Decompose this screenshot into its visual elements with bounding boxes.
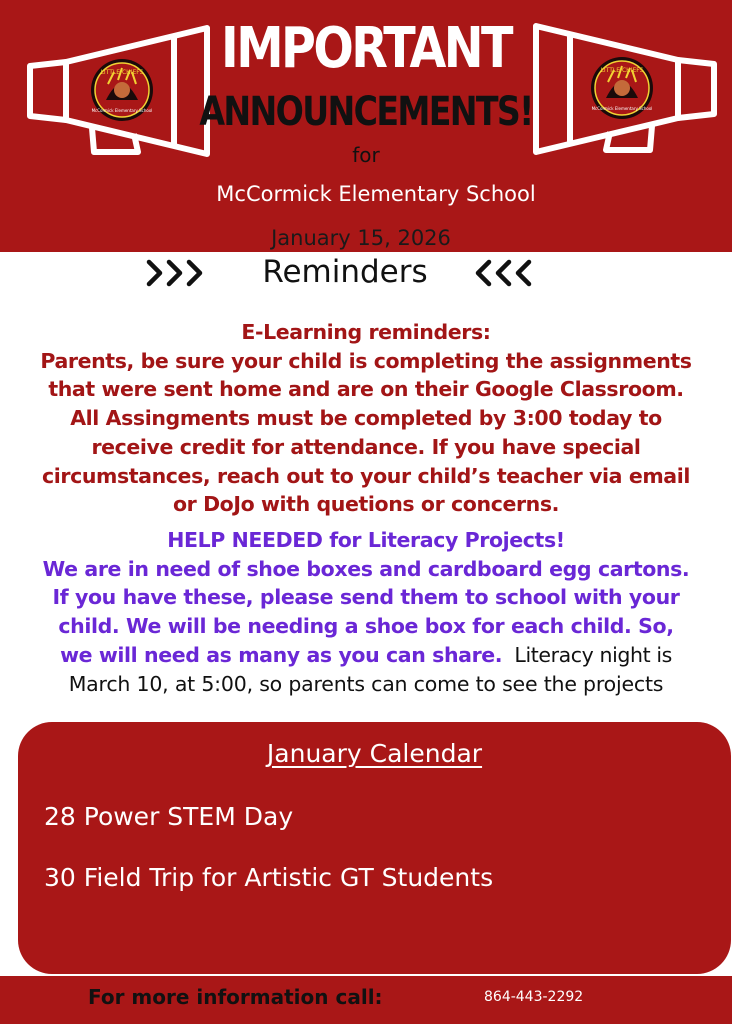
svg-text:LITTLE CHIEFS: LITTLE CHIEFS	[600, 67, 644, 74]
literacy-night-date: March 10, at 5:00, so parents can come to see the projects	[68, 671, 664, 696]
elearning-line: Parents, be sure your child is completing the assignments	[40, 348, 692, 373]
header-banner	[0, 0, 732, 252]
elearning-heading: E-Learning reminders:	[241, 320, 491, 344]
help-line-purple: we will need as many as you can share.	[60, 642, 503, 667]
calendar-item: 28 Power STEM Day	[44, 802, 294, 831]
elearning-line: that were sent home and are on their Google Classroom.	[48, 377, 684, 402]
reminders-title: Reminders	[262, 254, 428, 290]
help-line: If you have these, please send them to school with your	[52, 585, 680, 610]
announcement-date: January 15, 2026	[271, 226, 451, 250]
elearning-line: circumstances, reach out to your child’s teacher via email	[41, 463, 690, 488]
reminders-heading	[0, 252, 732, 292]
january-calendar-box	[18, 722, 731, 974]
elearning-reminder-text	[0, 318, 732, 519]
calendar-title: January Calendar	[266, 739, 483, 768]
footer-bar	[0, 976, 732, 1024]
chevrons-right-icon	[145, 258, 209, 288]
svg-text:LITTLE CHIEFS: LITTLE CHIEFS	[100, 69, 144, 76]
literacy-night-text: Literacy night is	[502, 642, 672, 667]
svg-text:McCormick Elementary School: McCormick Elementary School	[591, 106, 653, 111]
school-name: McCormick Elementary School	[216, 182, 536, 206]
title-announcements: ANNOUNCEMENTS!	[199, 89, 533, 135]
help-needed-text	[0, 526, 732, 698]
calendar-item: 30 Field Trip for Artistic GT Students	[44, 863, 494, 892]
footer-phone-number: 864-443-2292	[484, 989, 584, 1005]
elearning-line: or DoJo with quetions or concerns.	[172, 492, 560, 517]
svg-text:McCormick Elementary School: McCormick Elementary School	[91, 108, 153, 113]
help-line: We are in need of shoe boxes and cardboard egg cartons.	[42, 556, 690, 581]
footer-info-label: For more information call:	[88, 985, 383, 1009]
elearning-line: receive credit for attendance. If you have special	[91, 434, 641, 459]
elearning-line: All Assingments must be completed by 3:00 today to	[70, 406, 662, 431]
title-important: IMPORTANT	[221, 16, 511, 81]
chevrons-left-icon	[474, 258, 538, 288]
help-heading: HELP NEEDED for Literacy Projects!	[167, 528, 565, 552]
help-line: child. We will be needing a shoe box for each child. So,	[58, 614, 674, 639]
for-text: for	[352, 143, 380, 167]
help-line	[0, 641, 732, 670]
